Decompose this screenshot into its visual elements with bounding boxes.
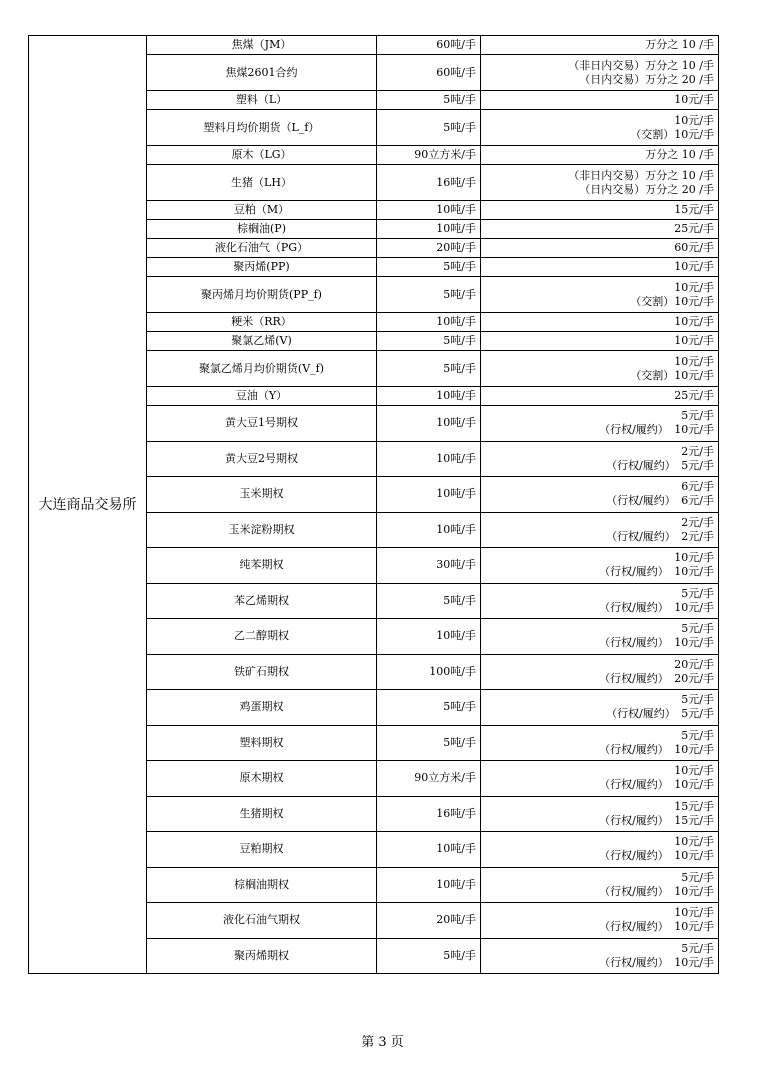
product-name: 焦煤2601合约 xyxy=(147,55,377,91)
fee-cell xyxy=(481,110,719,146)
fee-cell xyxy=(481,55,719,91)
fee-cell xyxy=(481,277,719,313)
fee-cell xyxy=(481,239,719,258)
fee-line: （行权/履约） 10元/手 xyxy=(599,600,714,614)
fee-line: 10元/手 xyxy=(674,315,714,328)
contract-unit: 30吨/手 xyxy=(377,548,481,584)
product-name: 玉米期权 xyxy=(147,477,377,513)
fee-cell xyxy=(481,583,719,619)
fee-cell xyxy=(481,477,719,513)
fee-line: （交割）10元/手 xyxy=(630,294,714,308)
contract-unit: 5吨/手 xyxy=(377,91,481,110)
contract-unit: 5吨/手 xyxy=(377,351,481,387)
fee-line: 10元/手 xyxy=(674,93,714,106)
fee-line: （行权/履约） 5元/手 xyxy=(606,707,714,721)
fee-line: 5元/手 xyxy=(681,586,714,600)
fee-line: （行权/履约） 10元/手 xyxy=(599,565,714,579)
fee-line: 10元/手 xyxy=(674,764,714,778)
fee-line: （行权/履约） 10元/手 xyxy=(599,849,714,863)
contract-unit: 16吨/手 xyxy=(377,796,481,832)
fee-cell xyxy=(481,332,719,351)
fee-line: 10元/手 xyxy=(674,334,714,347)
product-name: 鸡蛋期权 xyxy=(147,690,377,726)
product-name: 聚丙烯月均价期货(PP_f) xyxy=(147,277,377,313)
fee-table xyxy=(28,35,719,974)
fee-line: （交割）10元/手 xyxy=(630,127,714,141)
contract-unit: 5吨/手 xyxy=(377,110,481,146)
contract-unit: 10吨/手 xyxy=(377,512,481,548)
fee-line: 10元/手 xyxy=(674,280,714,294)
product-name: 聚氯乙烯(V) xyxy=(147,332,377,351)
product-name: 塑料（L） xyxy=(147,91,377,110)
contract-unit: 60吨/手 xyxy=(377,55,481,91)
fee-cell xyxy=(481,165,719,201)
fee-cell xyxy=(481,725,719,761)
product-name: 聚丙烯期权 xyxy=(147,938,377,974)
contract-unit: 10吨/手 xyxy=(377,832,481,868)
contract-unit: 90立方米/手 xyxy=(377,146,481,165)
fee-cell xyxy=(481,903,719,939)
fee-cell xyxy=(481,796,719,832)
fee-line: 2元/手 xyxy=(681,444,714,458)
fee-line: （非日内交易）万分之 10 /手 xyxy=(568,168,714,182)
fee-line: 万分之 10 /手 xyxy=(645,38,714,51)
fee-cell xyxy=(481,220,719,239)
fee-line: （行权/履约） 10元/手 xyxy=(599,636,714,650)
exchange-name: 大连商品交易所 xyxy=(29,36,147,974)
fee-cell xyxy=(481,690,719,726)
fee-line: 25元/手 xyxy=(674,222,714,235)
fee-cell xyxy=(481,441,719,477)
product-name: 铁矿石期权 xyxy=(147,654,377,690)
fee-line: （行权/履约） 6元/手 xyxy=(606,494,714,508)
fee-line: （行权/履约） 5元/手 xyxy=(606,458,714,472)
product-name: 乙二醇期权 xyxy=(147,619,377,655)
fee-cell xyxy=(481,36,719,55)
fee-line: （行权/履约） 10元/手 xyxy=(599,955,714,969)
fee-line: 6元/手 xyxy=(681,480,714,494)
fee-cell xyxy=(481,938,719,974)
product-name: 黄大豆2号期权 xyxy=(147,441,377,477)
fee-line: 10元/手 xyxy=(674,906,714,920)
fee-table-body xyxy=(29,36,719,974)
fee-cell xyxy=(481,406,719,442)
fee-line: 15元/手 xyxy=(674,799,714,813)
fee-line: 15元/手 xyxy=(674,203,714,216)
fee-line: 10元/手 xyxy=(674,551,714,565)
fee-line: （行权/履约） 10元/手 xyxy=(599,884,714,898)
contract-unit: 10吨/手 xyxy=(377,441,481,477)
fee-cell xyxy=(481,761,719,797)
product-name: 粳米（RR） xyxy=(147,313,377,332)
product-name: 生猪期权 xyxy=(147,796,377,832)
product-name: 液化石油气（PG） xyxy=(147,239,377,258)
fee-line: （行权/履约） 2元/手 xyxy=(606,529,714,543)
fee-cell xyxy=(481,654,719,690)
contract-unit: 10吨/手 xyxy=(377,313,481,332)
fee-cell xyxy=(481,351,719,387)
contract-unit: 10吨/手 xyxy=(377,477,481,513)
product-name: 原木（LG） xyxy=(147,146,377,165)
product-name: 豆粕（M） xyxy=(147,201,377,220)
product-name: 豆油（Y） xyxy=(147,387,377,406)
product-name: 生猪（LH） xyxy=(147,165,377,201)
fee-line: （行权/履约） 10元/手 xyxy=(599,423,714,437)
product-name: 液化石油气期权 xyxy=(147,903,377,939)
product-name: 塑料期权 xyxy=(147,725,377,761)
fee-cell xyxy=(481,91,719,110)
product-name: 黄大豆1号期权 xyxy=(147,406,377,442)
contract-unit: 20吨/手 xyxy=(377,903,481,939)
fee-line: 60元/手 xyxy=(674,241,714,254)
fee-cell xyxy=(481,548,719,584)
fee-line: 5元/手 xyxy=(681,693,714,707)
contract-unit: 60吨/手 xyxy=(377,36,481,55)
fee-line: 10元/手 xyxy=(674,835,714,849)
fee-line: （行权/履约） 10元/手 xyxy=(599,742,714,756)
fee-cell xyxy=(481,512,719,548)
fee-line: （行权/履约） 10元/手 xyxy=(599,920,714,934)
fee-cell xyxy=(481,387,719,406)
contract-unit: 5吨/手 xyxy=(377,258,481,277)
fee-line: 5元/手 xyxy=(681,870,714,884)
contract-unit: 10吨/手 xyxy=(377,201,481,220)
contract-unit: 5吨/手 xyxy=(377,690,481,726)
contract-unit: 10吨/手 xyxy=(377,387,481,406)
contract-unit: 10吨/手 xyxy=(377,867,481,903)
contract-unit: 5吨/手 xyxy=(377,583,481,619)
contract-unit: 16吨/手 xyxy=(377,165,481,201)
contract-unit: 5吨/手 xyxy=(377,332,481,351)
product-name: 焦煤（JM） xyxy=(147,36,377,55)
fee-line: 25元/手 xyxy=(674,389,714,402)
contract-unit: 5吨/手 xyxy=(377,725,481,761)
fee-cell xyxy=(481,619,719,655)
page-number: 第 3 页 xyxy=(361,1035,404,1050)
fee-line: 2元/手 xyxy=(681,515,714,529)
contract-unit: 5吨/手 xyxy=(377,277,481,313)
fee-cell xyxy=(481,313,719,332)
table-row xyxy=(29,36,719,55)
product-name: 塑料月均价期货（L_f） xyxy=(147,110,377,146)
contract-unit: 10吨/手 xyxy=(377,619,481,655)
product-name: 苯乙烯期权 xyxy=(147,583,377,619)
fee-line: 10元/手 xyxy=(674,354,714,368)
product-name: 棕榈油期权 xyxy=(147,867,377,903)
product-name: 聚丙烯(PP) xyxy=(147,258,377,277)
fee-line: （行权/履约） 15元/手 xyxy=(599,813,714,827)
contract-unit: 100吨/手 xyxy=(377,654,481,690)
product-name: 玉米淀粉期权 xyxy=(147,512,377,548)
contract-unit: 90立方米/手 xyxy=(377,761,481,797)
fee-line: 5元/手 xyxy=(681,622,714,636)
fee-line: 10元/手 xyxy=(674,260,714,273)
fee-line: 万分之 10 /手 xyxy=(645,148,714,161)
product-name: 棕榈油(P) xyxy=(147,220,377,239)
fee-cell xyxy=(481,258,719,277)
fee-line: 5元/手 xyxy=(681,409,714,423)
product-name: 豆粕期权 xyxy=(147,832,377,868)
fee-line: （日内交易）万分之 20 /手 xyxy=(579,72,714,86)
fee-cell xyxy=(481,832,719,868)
fee-line: （行权/履约） 20元/手 xyxy=(599,671,714,685)
fee-cell xyxy=(481,867,719,903)
contract-unit: 10吨/手 xyxy=(377,220,481,239)
fee-line: 20元/手 xyxy=(674,657,714,671)
fee-line: 5元/手 xyxy=(681,941,714,955)
fee-line: （交割）10元/手 xyxy=(630,368,714,382)
fee-line: 10元/手 xyxy=(674,113,714,127)
contract-unit: 20吨/手 xyxy=(377,239,481,258)
fee-line: （日内交易）万分之 20 /手 xyxy=(579,182,714,196)
product-name: 纯苯期权 xyxy=(147,548,377,584)
fee-line: （非日内交易）万分之 10 /手 xyxy=(568,58,714,72)
product-name: 聚氯乙烯月均价期货(V_f) xyxy=(147,351,377,387)
fee-line: （行权/履约） 10元/手 xyxy=(599,778,714,792)
fee-cell xyxy=(481,201,719,220)
contract-unit: 5吨/手 xyxy=(377,938,481,974)
contract-unit: 10吨/手 xyxy=(377,406,481,442)
fee-cell xyxy=(481,146,719,165)
fee-line: 5元/手 xyxy=(681,728,714,742)
product-name: 原木期权 xyxy=(147,761,377,797)
